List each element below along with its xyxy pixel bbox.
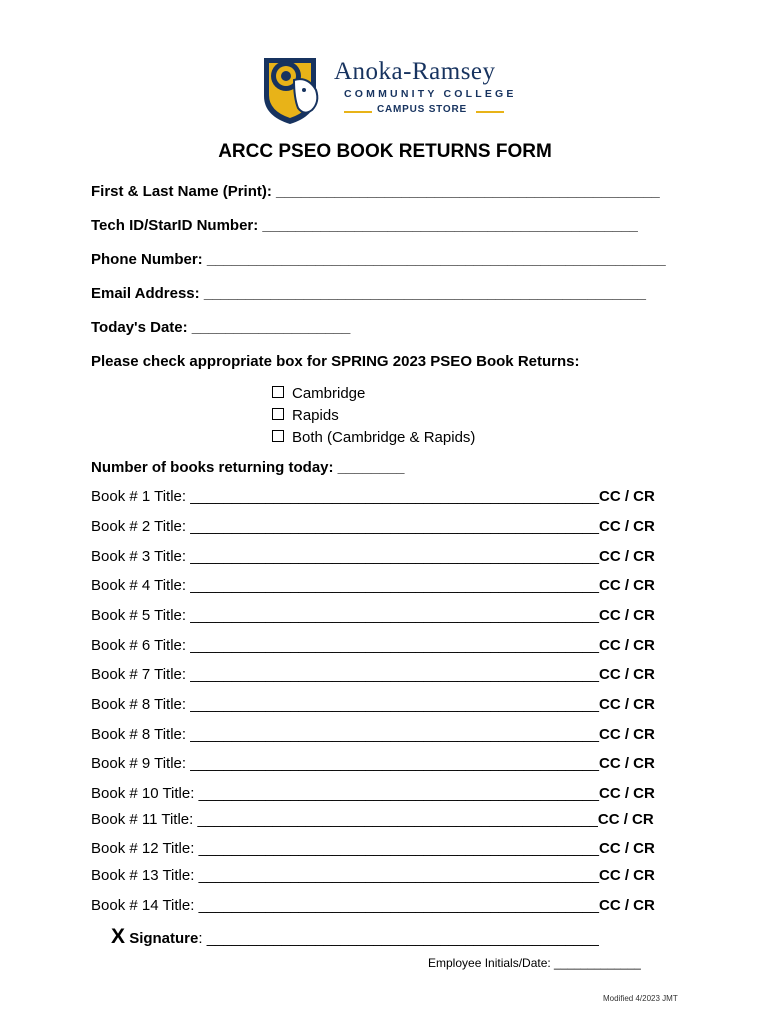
name-field[interactable]: First & Last Name (Print): ______________________________________________: [91, 183, 660, 200]
book-title-line: Book # 5 Title: _________________________________________________: [91, 607, 599, 624]
signature-line: : _______________________________________________: [198, 930, 599, 947]
num-books-field[interactable]: Number of books returning today: ________: [91, 459, 405, 476]
book-row[interactable]: [91, 840, 655, 857]
checkbox-label: Rapids: [292, 407, 339, 424]
cc-cr-option[interactable]: CC / CR: [599, 726, 655, 743]
book-row[interactable]: [91, 577, 655, 594]
checkbox-icon: [272, 408, 284, 420]
cc-cr-option[interactable]: CC / CR: [599, 518, 655, 535]
book-title-line: Book # 11 Title: ________________________________________________: [91, 811, 598, 828]
campus-checkboxes: [272, 383, 475, 449]
checkbox-icon: [272, 386, 284, 398]
cc-cr-option[interactable]: CC / CR: [599, 637, 655, 654]
date-field[interactable]: Today's Date: ___________________: [91, 319, 351, 336]
cc-cr-option[interactable]: CC / CR: [599, 607, 655, 624]
employee-initials-field[interactable]: Employee Initials/Date: _____________: [428, 956, 641, 970]
modified-note: Modified 4/2023 JMT: [603, 994, 678, 1003]
checkbox-rapids[interactable]: [272, 405, 475, 427]
college-logo: [254, 50, 524, 126]
book-title-line: Book # 9 Title: _________________________________________________: [91, 755, 599, 772]
book-row[interactable]: [91, 755, 655, 772]
logo-divider-right: [476, 111, 504, 113]
logo-divider-left: [344, 111, 372, 113]
book-row[interactable]: [91, 726, 655, 743]
book-row[interactable]: [91, 867, 655, 884]
book-title-line: Book # 2 Title: _________________________________________________: [91, 518, 599, 535]
book-row[interactable]: [91, 897, 655, 914]
cc-cr-option[interactable]: CC / CR: [599, 666, 655, 683]
cc-cr-option[interactable]: CC / CR: [599, 785, 655, 802]
logo-store: CAMPUS STORE: [377, 104, 467, 115]
cc-cr-option[interactable]: CC / CR: [599, 577, 655, 594]
book-title-line: Book # 4 Title: _________________________________________________: [91, 577, 599, 594]
book-row[interactable]: [91, 548, 655, 565]
book-title-line: Book # 8 Title: _________________________________________________: [91, 726, 599, 743]
book-title-line: Book # 8 Title: _________________________________________________: [91, 696, 599, 713]
instructions-text: Please check appropriate box for SPRING 2023 PSEO Book Returns:: [91, 353, 580, 370]
book-title-line: Book # 6 Title: _________________________________________________: [91, 637, 599, 654]
book-title-line: Book # 1 Title: _________________________________________________: [91, 488, 599, 505]
cc-cr-option[interactable]: CC / CR: [599, 867, 655, 884]
cc-cr-option[interactable]: CC / CR: [599, 755, 655, 772]
book-row[interactable]: [91, 696, 655, 713]
form-title: ARCC PSEO BOOK RETURNS FORM: [218, 141, 552, 162]
book-row[interactable]: [91, 637, 655, 654]
checkbox-cambridge[interactable]: [272, 383, 475, 405]
checkbox-both[interactable]: [272, 427, 475, 449]
cc-cr-option[interactable]: CC / CR: [597, 811, 654, 828]
signature-x-mark: X: [111, 925, 126, 948]
book-title-line: Book # 14 Title: ________________________________________________: [91, 897, 599, 914]
ram-mascot-icon: [254, 50, 330, 126]
email-field[interactable]: Email Address: _____________________________________________________: [91, 285, 646, 302]
book-title-line: Book # 12 Title: ________________________________________________: [91, 840, 599, 857]
logo-subtitle: COMMUNITY COLLEGE: [344, 88, 517, 100]
book-title-line: Book # 3 Title: _________________________________________________: [91, 548, 599, 565]
cc-cr-option[interactable]: CC / CR: [599, 897, 655, 914]
book-row[interactable]: [91, 518, 655, 535]
signature-field[interactable]: [111, 925, 599, 949]
phone-field[interactable]: Phone Number: _______________________________________________________: [91, 251, 666, 268]
book-row[interactable]: [91, 811, 654, 828]
checkbox-label: Both (Cambridge & Rapids): [292, 429, 476, 446]
techid-field[interactable]: Tech ID/StarID Number: _____________________________________________: [91, 217, 638, 234]
signature-label: Signature: [129, 930, 199, 947]
book-title-line: Book # 7 Title: _________________________________________________: [91, 666, 599, 683]
checkbox-label: Cambridge: [292, 385, 366, 402]
cc-cr-option[interactable]: CC / CR: [599, 548, 655, 565]
book-row[interactable]: [91, 785, 655, 802]
book-row[interactable]: [91, 607, 655, 624]
checkbox-icon: [272, 430, 284, 442]
book-title-line: Book # 13 Title: ________________________________________________: [91, 867, 599, 884]
book-row[interactable]: [91, 488, 655, 505]
book-title-line: Book # 10 Title: ________________________________________________: [91, 785, 599, 802]
logo-college-name: Anoka-Ramsey: [334, 58, 496, 85]
cc-cr-option[interactable]: CC / CR: [599, 840, 655, 857]
cc-cr-option[interactable]: CC / CR: [599, 488, 655, 505]
book-row[interactable]: [91, 666, 655, 683]
cc-cr-option[interactable]: CC / CR: [599, 696, 655, 713]
